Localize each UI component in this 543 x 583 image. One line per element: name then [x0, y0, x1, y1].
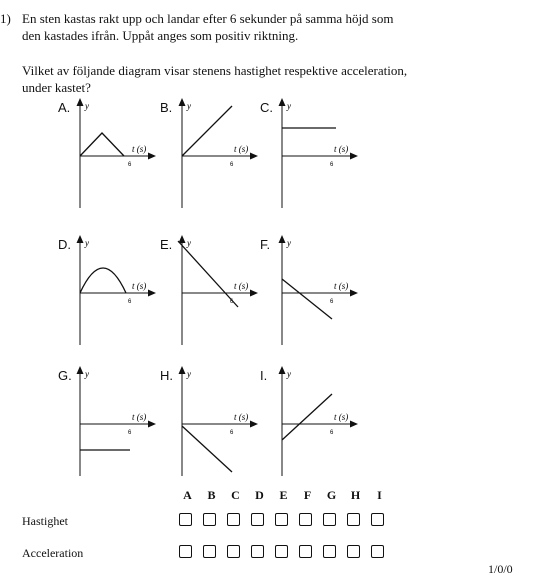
graph-curve — [80, 268, 126, 293]
diagram-e — [160, 233, 260, 353]
question-line-1: En sten kastas rakt upp och landar efter 6 sekunder på samma höjd som — [22, 11, 394, 26]
y-axis-label: y — [187, 369, 191, 379]
x-axis-arrow-icon — [250, 153, 258, 160]
option-letter-c: C. — [260, 100, 273, 115]
x-tick-label-6: 6 — [230, 299, 234, 305]
column-letter-f: F — [303, 488, 312, 502]
diagram-d — [58, 233, 158, 353]
graph-curve — [80, 133, 124, 156]
diagram-h — [160, 364, 260, 484]
x-axis-arrow-icon — [148, 421, 156, 428]
x-tick-label-6: 6 — [128, 162, 132, 168]
score-label: 1/0/0 — [488, 562, 513, 576]
x-axis-arrow-icon — [148, 290, 156, 297]
x-tick-label-6: 6 — [330, 430, 334, 436]
acceleration-checkbox-d[interactable] — [251, 545, 264, 558]
diagram-g — [58, 364, 158, 484]
velocity-checkbox-a[interactable] — [179, 513, 192, 526]
velocity-checkbox-b[interactable] — [203, 513, 216, 526]
column-letter-e: E — [279, 488, 288, 502]
column-letter-h: H — [350, 488, 361, 502]
x-axis-arrow-icon — [148, 153, 156, 160]
velocity-checkbox-i[interactable] — [371, 513, 384, 526]
x-axis-arrow-icon — [250, 290, 258, 297]
y-axis-label: y — [287, 238, 291, 248]
column-letter-a: A — [183, 488, 192, 502]
option-letter-f: F. — [260, 237, 271, 252]
y-axis-arrow-icon — [279, 366, 286, 374]
velocity-checkbox-d[interactable] — [251, 513, 264, 526]
diagram-i — [260, 364, 360, 484]
acceleration-checkbox-h[interactable] — [347, 545, 360, 558]
y-axis-label: y — [287, 101, 291, 111]
x-tick-label-6: 6 — [230, 430, 234, 436]
acceleration-checkbox-b[interactable] — [203, 545, 216, 558]
question-line-3: Vilket av följande diagram visar stenens hastighet respektive acceleration, — [22, 63, 408, 78]
diagram-b — [160, 96, 260, 216]
y-axis-label: y — [85, 101, 89, 111]
option-letter-e: E. — [160, 237, 173, 252]
column-letter-i: I — [377, 488, 382, 502]
y-axis-label: y — [85, 238, 89, 248]
y-axis-arrow-icon — [77, 235, 84, 243]
y-axis-arrow-icon — [279, 235, 286, 243]
question-line-4: under kastet? — [22, 80, 91, 95]
graph-curve — [282, 394, 332, 440]
question-line-2: den kastades ifrån. Uppåt anges som positiv riktning. — [22, 28, 299, 43]
column-letter-c: C — [231, 488, 240, 502]
x-axis-arrow-icon — [350, 153, 358, 160]
x-tick-label-6: 6 — [128, 430, 132, 436]
y-axis-label: y — [187, 238, 191, 248]
y-axis-arrow-icon — [77, 98, 84, 106]
velocity-checkbox-g[interactable] — [323, 513, 336, 526]
diagram-a — [58, 96, 158, 216]
x-axis-label: t (s) — [132, 412, 147, 422]
option-letter-a: A. — [58, 100, 71, 115]
row-label-velocity: Hastighet — [22, 514, 68, 528]
acceleration-checkbox-g[interactable] — [323, 545, 336, 558]
option-letter-i: I. — [260, 368, 268, 383]
row-label-acceleration: Acceleration — [22, 546, 84, 560]
x-axis-arrow-icon — [350, 290, 358, 297]
x-axis-label: t (s) — [234, 412, 249, 422]
acceleration-checkbox-a[interactable] — [179, 545, 192, 558]
x-tick-label-6: 6 — [230, 162, 234, 168]
y-axis-label: y — [287, 369, 291, 379]
velocity-checkbox-e[interactable] — [275, 513, 288, 526]
x-axis-arrow-icon — [350, 421, 358, 428]
column-letter-g: G — [326, 488, 337, 502]
x-tick-label-6: 6 — [128, 299, 132, 305]
graph-curve — [178, 241, 238, 307]
x-axis-label: t (s) — [132, 281, 147, 291]
column-letter-b: B — [207, 488, 216, 502]
x-tick-label-6: 6 — [330, 162, 334, 168]
y-axis-arrow-icon — [279, 98, 286, 106]
x-axis-label: t (s) — [334, 144, 349, 154]
acceleration-checkbox-e[interactable] — [275, 545, 288, 558]
velocity-checkbox-h[interactable] — [347, 513, 360, 526]
option-letter-h: H. — [160, 368, 173, 383]
velocity-checkbox-c[interactable] — [227, 513, 240, 526]
y-axis-arrow-icon — [77, 366, 84, 374]
x-axis-arrow-icon — [250, 421, 258, 428]
graph-curve — [282, 279, 332, 319]
y-axis-label: y — [85, 369, 89, 379]
graph-curve — [182, 426, 232, 472]
x-tick-label-6: 6 — [330, 299, 334, 305]
question-number: 1) — [0, 11, 11, 26]
x-axis-label: t (s) — [334, 412, 349, 422]
column-letter-d: D — [255, 488, 264, 502]
velocity-checkbox-f[interactable] — [299, 513, 312, 526]
diagram-f — [260, 233, 360, 353]
diagram-c — [260, 96, 360, 216]
x-axis-label: t (s) — [234, 144, 249, 154]
x-axis-label: t (s) — [234, 281, 249, 291]
acceleration-checkbox-c[interactable] — [227, 545, 240, 558]
graph-curve — [182, 106, 232, 156]
y-axis-arrow-icon — [179, 98, 186, 106]
option-letter-g: G. — [58, 368, 72, 383]
option-letter-d: D. — [58, 237, 71, 252]
y-axis-label: y — [187, 101, 191, 111]
acceleration-checkbox-i[interactable] — [371, 545, 384, 558]
x-axis-label: t (s) — [334, 281, 349, 291]
x-axis-label: t (s) — [132, 144, 147, 154]
y-axis-arrow-icon — [179, 366, 186, 374]
acceleration-checkbox-f[interactable] — [299, 545, 312, 558]
option-letter-b: B. — [160, 100, 173, 115]
